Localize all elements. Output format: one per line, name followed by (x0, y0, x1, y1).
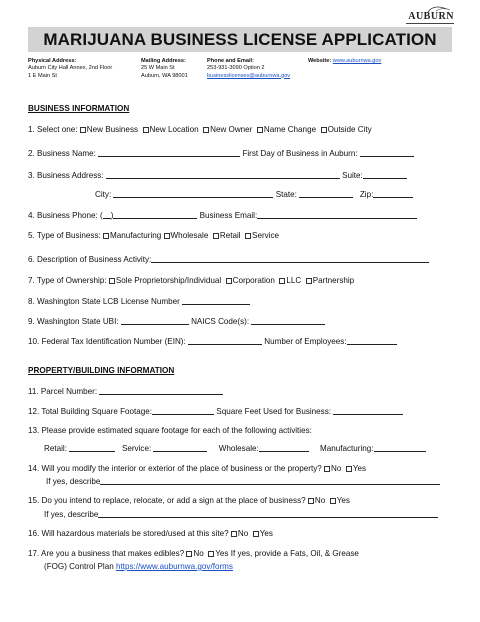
mailing-address-label: Mailing Address: (141, 58, 186, 64)
option-service: Service (252, 231, 280, 240)
q16-label: 16. Will hazardous materials be stored/used at this site? (28, 529, 229, 538)
option-wholesale: Wholesale (170, 231, 209, 240)
q17-fog-row (44, 562, 233, 572)
business-email-label: Business Email: (199, 211, 258, 220)
fog-plan-label: (FOG) Control Plan (44, 562, 114, 571)
q4-row (28, 210, 417, 221)
property-info-heading: PROPERTY/BUILDING INFORMATION (28, 366, 175, 375)
business-phone-field[interactable] (110, 210, 197, 220)
forms-link[interactable]: https://www.auburnwa.gov/forms (115, 562, 233, 571)
service-label: Service: (121, 444, 152, 453)
q15-yes-label: Yes (336, 496, 350, 505)
employees-label: Number of Employees: (264, 337, 347, 346)
q15-no-label: No (314, 496, 326, 505)
option-new-location: New Location (149, 125, 199, 134)
website-link[interactable]: www.auburnwa.gov (332, 58, 382, 64)
q17-no-label: No (193, 549, 204, 558)
q1-prefix: 1. Select one: (28, 125, 78, 134)
business-address-field[interactable] (106, 170, 340, 179)
q9-row (28, 316, 325, 327)
q5-label: 5. Type of Business: (28, 231, 101, 240)
naics-label: NAICS Code(s): (191, 317, 250, 326)
q14-row (28, 464, 366, 474)
q17-label: 17. Are you a business that makes edibles? (28, 549, 185, 558)
q14-no-label: No (331, 464, 342, 473)
business-activity-field[interactable] (151, 254, 429, 263)
checkbox-name-change[interactable] (257, 127, 263, 133)
checkbox-service[interactable] (245, 233, 251, 239)
q7-row (28, 276, 354, 286)
checkbox-q17-no[interactable] (186, 551, 192, 557)
business-sqft-field[interactable] (333, 406, 403, 415)
checkbox-manufacturing[interactable] (103, 233, 109, 239)
q13-activities-row (44, 443, 426, 454)
wholesale-label: Wholesale: (218, 444, 259, 453)
q3-row (28, 170, 407, 181)
option-new-business: New Business (86, 125, 139, 134)
auburn-logo (406, 6, 454, 26)
checkbox-corporation[interactable] (226, 278, 232, 284)
checkbox-q14-no[interactable] (324, 466, 330, 472)
option-corporation: Corporation (232, 276, 275, 285)
naics-field[interactable] (251, 316, 325, 325)
checkbox-llc[interactable] (279, 278, 285, 284)
checkbox-wholesale[interactable] (164, 233, 170, 239)
q15-describe-row (44, 509, 438, 520)
q15-label: 15. Do you intend to replace, relocate, or add a sign at the place of business? (28, 496, 306, 505)
option-outside-city: Outside City (327, 125, 372, 134)
q1-row (28, 125, 372, 135)
option-retail: Retail (219, 231, 241, 240)
q13-label: 13. Please provide estimated square footage for each of the following activities: (28, 426, 312, 435)
checkbox-new-location[interactable] (143, 127, 149, 133)
physical-address-line2: 1 E Main St (28, 72, 57, 79)
q4-paren: ) (110, 211, 114, 220)
q11-row (28, 386, 223, 397)
q3-label: 3. Business Address: (28, 171, 104, 180)
q14-yes-label: Yes (352, 464, 367, 473)
q15-describe-label: If yes, describe (44, 510, 99, 519)
checkbox-new-business[interactable] (80, 127, 86, 133)
q2-row (28, 148, 414, 159)
business-info-heading: BUSINESS INFORMATION (28, 104, 130, 113)
page-title: MARIJUANA BUSINESS LICENSE APPLICATION (43, 29, 437, 49)
manufacturing-label: Manufacturing: (320, 444, 374, 453)
q8-row (28, 296, 250, 307)
checkbox-q17-yes[interactable] (208, 551, 214, 557)
suite-label: Suite: (342, 171, 363, 180)
physical-address-line1: Auburn City Hall Annex, 2nd Floor (28, 65, 113, 72)
checkbox-q15-yes[interactable] (330, 498, 336, 504)
physical-address-label: Physical Address: (28, 58, 77, 64)
option-sole-proprietorship: Sole Proprietorship/Individual (115, 276, 222, 285)
mailing-address-block (141, 58, 188, 80)
state-field[interactable] (299, 189, 353, 198)
option-new-owner: New Owner (210, 125, 253, 134)
checkbox-q16-yes[interactable] (253, 531, 259, 537)
state-label: State: (275, 190, 297, 199)
mailing-address-line1: 25 W Main St (141, 65, 175, 72)
q10-row (28, 336, 397, 347)
logo-wordmark: AUBURN (408, 11, 454, 22)
option-partnership: Partnership (312, 276, 355, 285)
q11-label: 11. Parcel Number: (28, 387, 98, 396)
service-sqft-field[interactable] (153, 443, 207, 452)
checkbox-partnership[interactable] (306, 278, 312, 284)
phone-email-block (207, 58, 290, 80)
lcb-license-field[interactable] (182, 296, 250, 305)
q16-row (28, 529, 273, 539)
checkbox-q16-no[interactable] (231, 531, 237, 537)
q14-label: 14. Will you modify the interior or exterior of the place of business or the property? (28, 464, 322, 473)
ein-field[interactable] (188, 336, 262, 345)
q17-row (28, 549, 359, 559)
q7-label: 7. Type of Ownership: (28, 276, 107, 285)
physical-address-block (28, 58, 112, 80)
checkbox-new-owner[interactable] (203, 127, 209, 133)
business-email-field[interactable] (257, 210, 417, 219)
area-code-field[interactable] (103, 210, 111, 219)
q6-label: 6. Description of Business Activity: (28, 255, 152, 264)
phone-number: 253-931-3090 Option 2 (207, 65, 265, 72)
building-sqft-field[interactable] (152, 406, 214, 415)
option-llc: LLC (286, 276, 302, 285)
logo-rule (406, 23, 454, 24)
website-label: Website: (308, 58, 332, 64)
q2-label: 2. Business Name: (28, 149, 96, 158)
q16-yes-label: Yes (259, 529, 273, 538)
option-manufacturing: Manufacturing (110, 231, 162, 240)
city-label: City: (95, 190, 112, 199)
option-name-change: Name Change (263, 125, 317, 134)
q8-label: 8. Washington State LCB License Number (28, 297, 180, 306)
retail-label: Retail: (44, 444, 67, 453)
email-link[interactable]: businesslicenses@auburnwa.gov (207, 72, 291, 79)
checkbox-q14-yes[interactable] (346, 466, 352, 472)
q12-row (28, 406, 403, 417)
ubi-field[interactable] (121, 316, 189, 325)
mailing-address-line2: Auburn, WA 98001 (141, 72, 188, 79)
q10-label: 10. Federal Tax Identification Number (EIN): (28, 337, 186, 346)
wholesale-sqft-field[interactable] (259, 443, 309, 452)
checkbox-sole-proprietorship[interactable] (109, 278, 115, 284)
q16-no-label: No (237, 529, 249, 538)
employees-field[interactable] (347, 336, 397, 345)
zip-label: Zip: (359, 190, 374, 199)
checkbox-outside-city[interactable] (321, 127, 327, 133)
first-day-label: First Day of Business in Auburn: (242, 149, 358, 158)
q3-city-row (95, 189, 413, 200)
title-bar (28, 27, 452, 52)
city-field[interactable] (113, 189, 273, 198)
q17-yes-label: Yes (215, 549, 229, 558)
q12-label: 12. Total Building Square Footage: (28, 407, 153, 416)
manufacturing-sqft-field[interactable] (374, 443, 426, 452)
phone-email-label: Phone and Email: (207, 58, 254, 64)
q14-describe-label: If yes, describe (46, 477, 101, 486)
q6-row (28, 254, 429, 265)
checkbox-q15-no[interactable] (308, 498, 314, 504)
q17-tail: If yes, provide a Fats, Oil, & Grease (230, 549, 359, 558)
q9-label: 9. Washington State UBI: (28, 317, 119, 326)
q15-row (28, 496, 350, 506)
zip-field[interactable] (373, 189, 413, 198)
website-block (308, 58, 381, 65)
business-name-field[interactable] (98, 148, 240, 157)
checkbox-retail[interactable] (213, 233, 219, 239)
q4-label: 4. Business Phone: ( (28, 211, 103, 220)
q5-row (28, 231, 279, 241)
q15-describe-field[interactable] (98, 509, 438, 518)
q14-describe-field[interactable] (100, 476, 440, 485)
suite-field[interactable] (363, 170, 407, 179)
retail-sqft-field[interactable] (69, 443, 115, 452)
parcel-number-field[interactable] (99, 386, 223, 395)
q14-describe-row (46, 476, 440, 487)
first-day-field[interactable] (360, 148, 414, 157)
business-sqft-label: Square Feet Used for Business: (216, 407, 332, 416)
q13-row (28, 426, 312, 436)
